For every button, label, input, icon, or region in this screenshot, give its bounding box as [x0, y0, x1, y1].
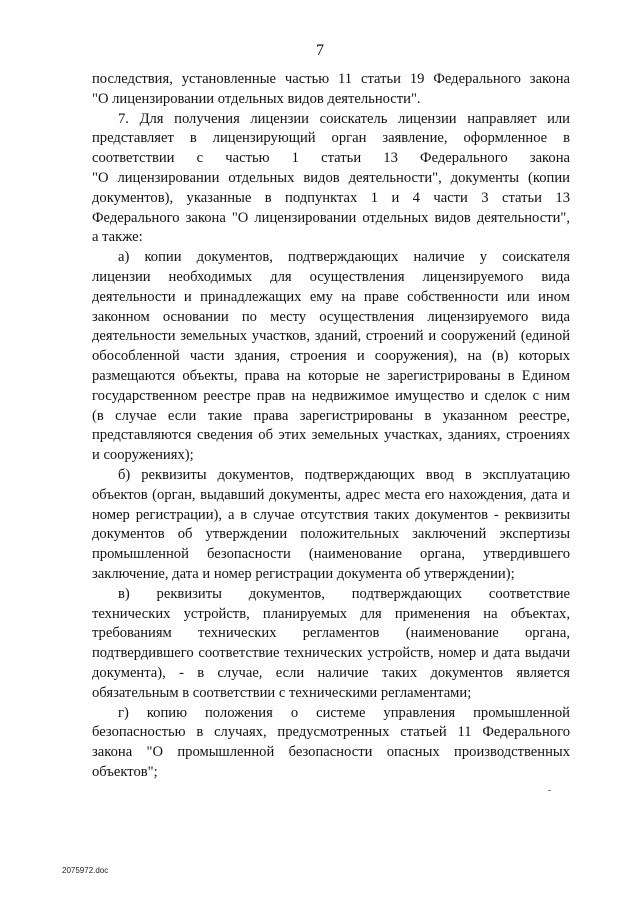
- text-line: Федерального закона "О лицензировании отдельных видов деятельности",: [92, 209, 570, 226]
- text-line: соответствии с частью 1 статьи 13 Федерального закона: [92, 150, 570, 167]
- text-line: закона "О промышленной безопасности опасных производственных: [92, 744, 570, 761]
- paragraph: [92, 110, 570, 249]
- text-line: обязательным в соответствии с техническими регламентами;: [92, 684, 472, 701]
- paragraph: [92, 248, 570, 466]
- text-line: "О лицензировании отдельных видов деятельности".: [92, 90, 421, 107]
- text-line: в) реквизиты документов, подтверждающих соответствие: [118, 585, 570, 602]
- text-line: заключение, дата и номер регистрации документа об утверждении);: [92, 565, 515, 582]
- text-line: деятельности земельных участков, зданий, строений и сооружений (единой: [92, 328, 570, 345]
- text-line: документа), - в случае, если наличие таких документов является: [92, 664, 570, 681]
- text-line: последствия, установленные частью 11 статьи 19 Федерального закона: [92, 71, 570, 87]
- document-body: [92, 70, 570, 783]
- text-line: а также:: [92, 229, 143, 246]
- page-number: 7: [316, 42, 324, 59]
- text-line: г) копию положения о системе управления промышленной: [118, 704, 570, 721]
- text-line: представляет в лицензирующий орган заявление, оформленное в: [92, 130, 570, 147]
- text-line: объектов (орган, выдавший документы, адрес места его нахождения, дата и: [92, 486, 570, 503]
- text-line: и сооружениях);: [92, 447, 194, 464]
- text-line: документов), указанные в подпунктах 1 и 4 части 3 статьи 13: [92, 189, 570, 206]
- paragraph: [92, 466, 570, 585]
- text-line: номер регистрации), а в случае отсутствия таких документов - реквизиты: [92, 506, 570, 523]
- text-line: 7. Для получения лицензии соискатель лицензии направляет или: [118, 110, 570, 127]
- text-line: документов об утверждении положительных заключений экспертизы: [92, 526, 570, 543]
- text-line: объектов";: [92, 763, 158, 780]
- text-line: законном основании по месту осуществления лицензируемого вида: [92, 308, 570, 325]
- text-line: лицензии необходимых для осуществления лицензируемого вида: [92, 268, 570, 285]
- text-line: "О лицензировании отдельных видов деятельности", документы (копии: [92, 169, 570, 186]
- text-line: технических устройств, планируемых для применения на объектах,: [92, 605, 570, 622]
- text-line: б) реквизиты документов, подтверждающих ввод в эксплуатацию: [118, 466, 570, 483]
- paragraph: [92, 70, 570, 110]
- text-line: промышленной безопасности (наименование органа, утвердившего: [92, 546, 570, 563]
- text-line: а) копии документов, подтверждающих наличие у соискателя: [118, 249, 570, 266]
- text-line: (в случае если такие права зарегистрированы в указанном реестре,: [92, 407, 570, 424]
- text-line: размещаются объекты, права на которые не зарегистрированы в Едином: [92, 367, 570, 384]
- text-line: требованиям технических регламентов (наименование органа,: [92, 625, 570, 642]
- text-line: государственном реестре прав на недвижимое имущество и сделок с ним: [92, 387, 570, 404]
- text-line: представляются сведения об этих земельных участках, зданиях, строениях: [92, 427, 570, 444]
- text-line: подтвердившего соответствие технических устройств, номер и дата выдачи: [92, 645, 570, 662]
- paragraph: [92, 585, 570, 704]
- text-line: деятельности и принадлежащих ему на праве собственности или ином: [92, 288, 570, 305]
- file-name-footer: 2075972.doc: [62, 866, 109, 875]
- text-line: безопасностью в случаях, предусмотренных статьей 11 Федерального: [92, 724, 570, 741]
- paragraph: [92, 704, 570, 783]
- text-line: обособленной части здания, строения и сооружения), на (в) которых: [92, 348, 570, 365]
- scan-speck: [548, 790, 551, 791]
